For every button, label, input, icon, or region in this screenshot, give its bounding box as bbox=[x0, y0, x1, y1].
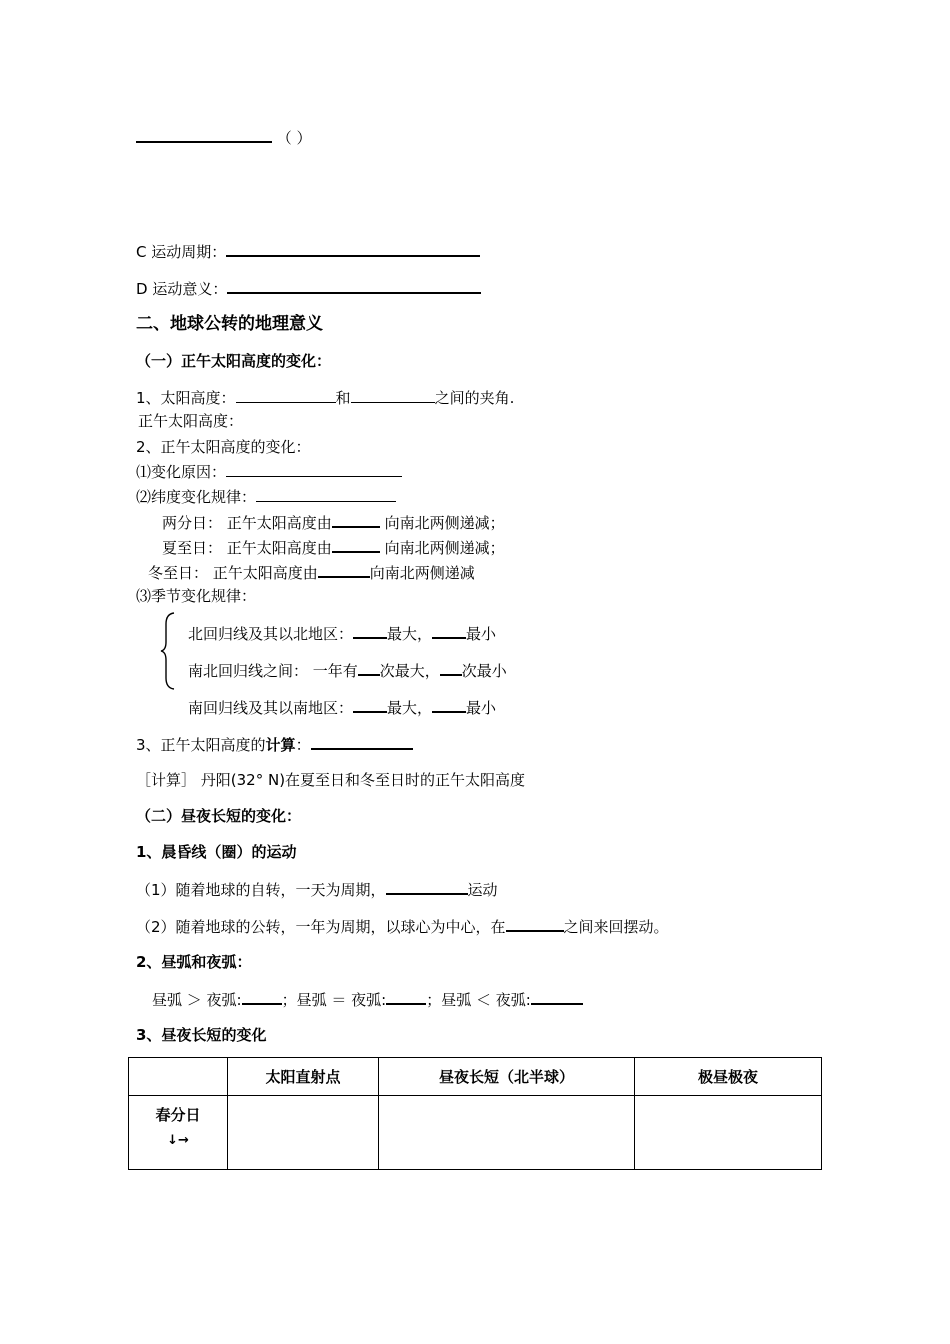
blank[interactable] bbox=[236, 387, 336, 403]
blank[interactable] bbox=[136, 126, 272, 143]
arc-lt: ；昼弧 ＜ 夜弧: bbox=[426, 991, 531, 1009]
vernal-equinox-label: 春分日 bbox=[155, 1106, 201, 1124]
brace-icon bbox=[160, 612, 176, 690]
revolution-text: （2）随着地球的公转，一年为周期，以球心为中心，在 bbox=[136, 918, 506, 936]
winter-tail: 向南北两侧递减 bbox=[369, 564, 475, 582]
item-3 bbox=[136, 733, 413, 755]
blank[interactable] bbox=[386, 988, 426, 1005]
table-header-cell: 极昼极夜 bbox=[635, 1058, 822, 1096]
north-min: 最小 bbox=[466, 625, 497, 643]
winter-text: 冬至日： 正午太阳高度由 bbox=[148, 564, 318, 582]
tropics-max: 次最大， bbox=[379, 662, 440, 680]
blank[interactable] bbox=[311, 733, 413, 750]
blank[interactable] bbox=[432, 622, 466, 639]
tropics-min: 次最小 bbox=[461, 662, 507, 680]
tropics-row bbox=[188, 659, 507, 681]
blank[interactable] bbox=[226, 240, 480, 257]
calc-exercise: ［计算］ 丹阳(32° N)在夏至日和冬至日时的正午太阳高度 bbox=[136, 771, 526, 789]
subsection-heading-2: （二）昼夜长短的变化： bbox=[136, 807, 302, 825]
rotation-row bbox=[136, 878, 498, 900]
label-d: D 运动意义： bbox=[136, 280, 228, 298]
item-1 bbox=[136, 387, 514, 408]
label-c: C 运动周期： bbox=[136, 243, 227, 261]
south-text: 南回归线及其以南地区： bbox=[188, 699, 354, 717]
table-cell[interactable] bbox=[379, 1096, 635, 1170]
blank[interactable] bbox=[226, 461, 402, 477]
item-3-colon: ： bbox=[295, 736, 311, 754]
blank[interactable] bbox=[256, 486, 396, 502]
blank[interactable] bbox=[227, 277, 481, 294]
rotation-text: （1）随着地球的自转，一天为周期， bbox=[136, 881, 386, 899]
subsection-heading-1: （一）正午太阳高度的变化： bbox=[136, 352, 332, 370]
item-1-and: 和 bbox=[335, 389, 351, 407]
blank[interactable] bbox=[432, 696, 466, 713]
equinox-tail: 向南北两侧递减； bbox=[384, 514, 505, 532]
table-header-row bbox=[129, 1058, 822, 1096]
north-row bbox=[188, 622, 496, 644]
blank[interactable] bbox=[531, 988, 583, 1005]
noon-altitude-label: 正午太阳高度： bbox=[138, 412, 244, 430]
arrow-icon: ↓→ bbox=[167, 1133, 189, 1148]
south-row bbox=[188, 696, 496, 718]
north-text: 北回归线及其以北地区： bbox=[188, 625, 354, 643]
blank[interactable] bbox=[386, 878, 468, 895]
cause-row bbox=[136, 461, 402, 482]
blank[interactable] bbox=[440, 659, 462, 676]
top-answer-line bbox=[136, 126, 312, 148]
arc-gt: 昼弧 ＞ 夜弧: bbox=[152, 991, 242, 1009]
table-row bbox=[129, 1096, 822, 1170]
revolution-tail: 之间来回摆动。 bbox=[563, 918, 669, 936]
blank[interactable] bbox=[506, 915, 564, 932]
summer-solstice-row bbox=[162, 536, 505, 558]
summer-tail: 向南北两侧递减； bbox=[384, 539, 505, 557]
blank[interactable] bbox=[353, 696, 387, 713]
item-3-bold: 计算 bbox=[265, 736, 296, 754]
blank[interactable] bbox=[353, 622, 387, 639]
blank[interactable] bbox=[332, 536, 380, 553]
paren-blank: （ ） bbox=[276, 129, 312, 147]
north-max: 最大， bbox=[387, 625, 433, 643]
south-max: 最大， bbox=[387, 699, 433, 717]
winter-solstice-row bbox=[148, 561, 475, 583]
item-1-tail: 之间的夹角. bbox=[434, 389, 515, 407]
season-label: ⑶季节变化规律： bbox=[136, 587, 257, 605]
equinox-row bbox=[162, 511, 505, 533]
table-cell[interactable] bbox=[228, 1096, 379, 1170]
table-cell[interactable] bbox=[635, 1096, 822, 1170]
meaning-row bbox=[136, 277, 481, 299]
section-heading: 二、地球公转的地理意义 bbox=[136, 314, 323, 334]
summer-text: 夏至日： 正午太阳高度由 bbox=[162, 539, 332, 557]
equinox-text: 两分日： 正午太阳高度由 bbox=[162, 514, 332, 532]
latitude-row bbox=[136, 486, 396, 507]
arc-row bbox=[152, 988, 583, 1010]
blank[interactable] bbox=[351, 387, 435, 403]
item-2: 2、正午太阳高度的变化： bbox=[136, 438, 311, 456]
period-row bbox=[136, 240, 480, 262]
topic-1: 1、晨昏线（圈）的运动 bbox=[136, 843, 297, 861]
south-min: 最小 bbox=[466, 699, 497, 717]
day-night-table bbox=[128, 1057, 822, 1170]
tropics-text: 南北回归线之间： 一年有 bbox=[188, 662, 358, 680]
table-header-cell: 太阳直射点 bbox=[228, 1058, 379, 1096]
blank[interactable] bbox=[358, 659, 380, 676]
blank[interactable] bbox=[318, 561, 370, 578]
latitude-label: ⑵纬度变化规律： bbox=[136, 488, 257, 506]
item-3-text: 3、正午太阳高度的 bbox=[136, 736, 266, 754]
arc-eq: ；昼弧 ＝ 夜弧: bbox=[281, 991, 387, 1009]
blank[interactable] bbox=[242, 988, 282, 1005]
topic-3: 3、昼夜长短的变化 bbox=[136, 1026, 267, 1044]
table-row-label bbox=[129, 1096, 228, 1170]
table-header-cell: 昼夜长短（北半球） bbox=[379, 1058, 635, 1096]
item-1-text: 1、太阳高度： bbox=[136, 389, 236, 407]
rotation-tail: 运动 bbox=[467, 881, 498, 899]
revolution-row bbox=[136, 915, 669, 937]
topic-2: 2、昼弧和夜弧： bbox=[136, 953, 252, 971]
table-header-cell bbox=[129, 1058, 228, 1096]
cause-label: ⑴变化原因： bbox=[136, 463, 227, 481]
blank[interactable] bbox=[332, 511, 380, 528]
